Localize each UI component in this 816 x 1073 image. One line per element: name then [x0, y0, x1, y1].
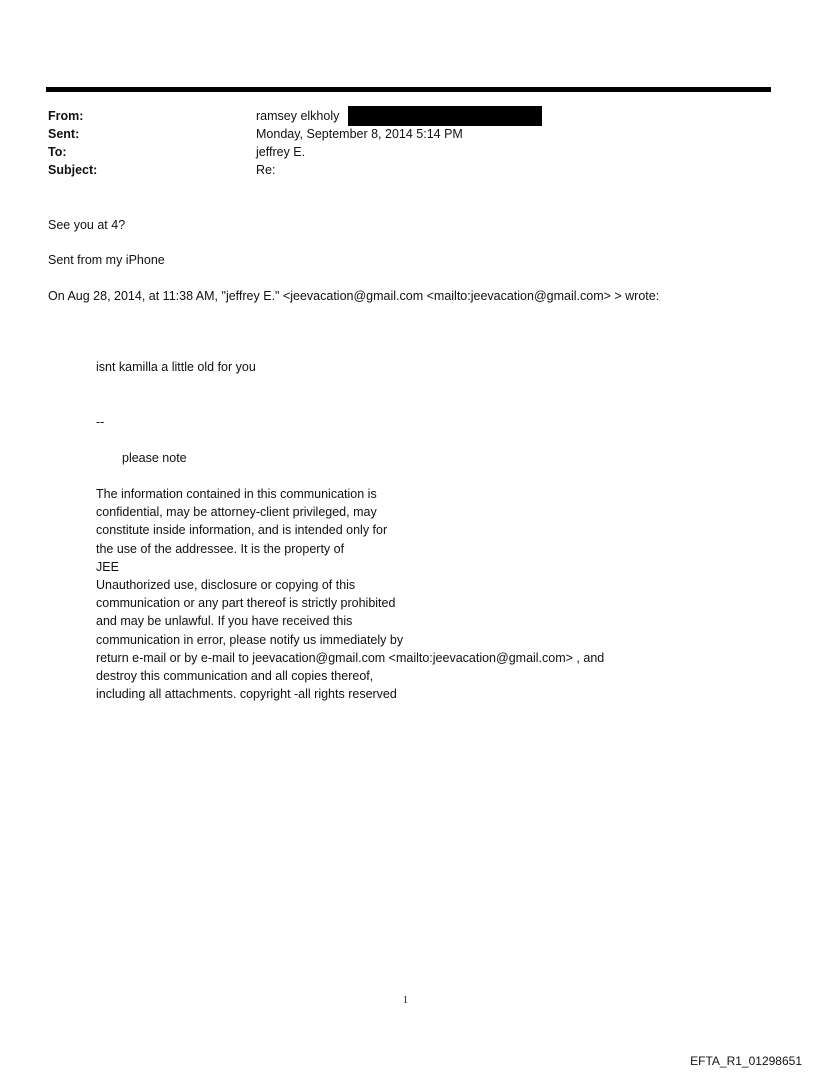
redaction-box [348, 106, 542, 126]
quoted-message: isnt kamilla a little old for you [96, 360, 256, 374]
disclaimer-line: communication or any part thereof is strictly prohibited [96, 596, 396, 611]
disclaimer-line: Unauthorized use, disclosure or copying of this [96, 578, 356, 593]
body-line-1: See you at 4? [48, 218, 126, 232]
sent-value: Monday, September 8, 2014 5:14 PM [256, 127, 463, 141]
subject-value: Re: [256, 163, 276, 177]
signature-dashes: -- [96, 415, 105, 429]
page-number: 1 [403, 995, 408, 1006]
header-rule [46, 87, 771, 92]
to-value: jeffrey E. [256, 145, 306, 159]
subject-label: Subject: [48, 163, 98, 177]
disclaimer [96, 485, 604, 703]
disclaimer-line: constitute inside information, and is intended only for [96, 523, 388, 538]
disclaimer-line: The information contained in this communication is [96, 487, 377, 501]
disclaimer-line: including all attachments. copyright -all rights reserved [96, 687, 397, 702]
disclaimer-line: the use of the addressee. It is the property of [96, 541, 345, 556]
body-line-2: Sent from my iPhone [48, 253, 165, 267]
disclaimer-line: JEE [96, 559, 119, 574]
please-note: please note [122, 451, 187, 465]
to-label: To: [48, 145, 67, 159]
from-value: ramsey elkholy [256, 109, 340, 123]
disclaimer-line: confidential, may be attorney-client privileged, may [96, 505, 377, 520]
disclaimer-line: and may be unlawful. If you have received this [96, 614, 353, 629]
bates-number: EFTA_R1_01298651 [690, 1054, 802, 1068]
disclaimer-line: return e-mail or by e-mail to jeevacation@gmail.com <mailto:jeevacation@gmail.com> , and [96, 650, 605, 665]
disclaimer-line: communication in error, please notify us immediately by [96, 632, 404, 647]
from-label: From: [48, 109, 84, 123]
sent-label: Sent: [48, 127, 80, 141]
disclaimer-line: destroy this communication and all copies thereof, [96, 669, 374, 684]
quote-intro: On Aug 28, 2014, at 11:38 AM, "jeffrey E." <jeevacation@gmail.com <mailto:jeevacation@gmail.com> > wrote: [48, 289, 660, 303]
